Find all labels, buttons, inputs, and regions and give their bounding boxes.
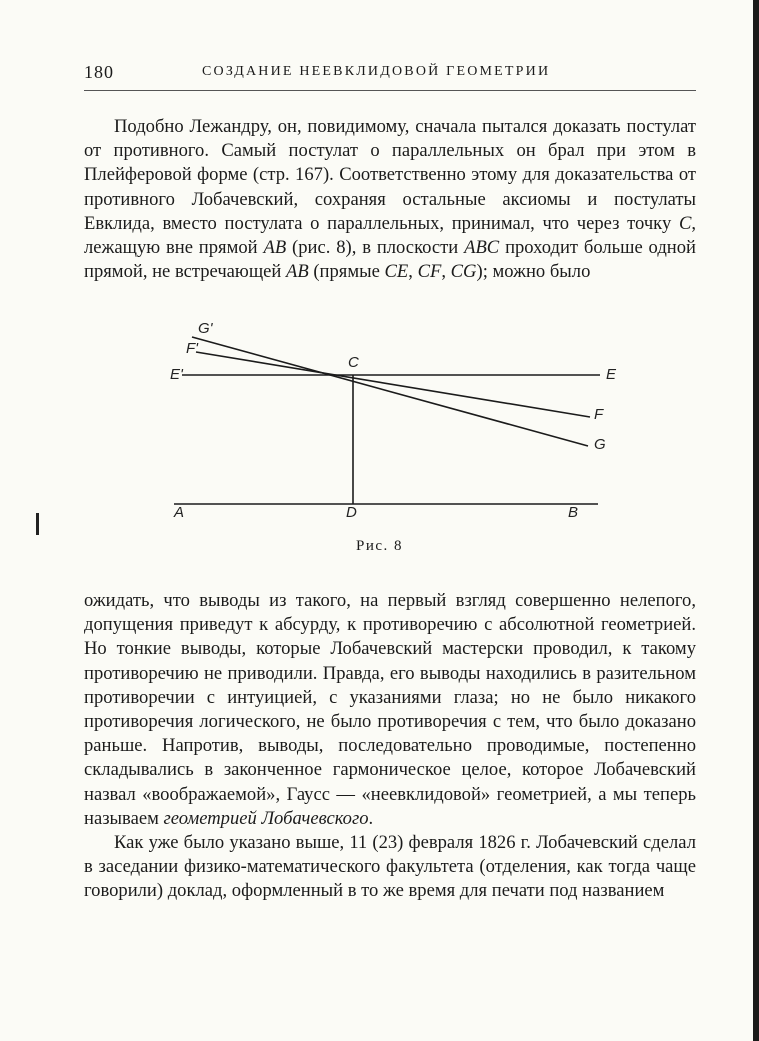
label-f: F xyxy=(594,406,604,423)
figure-diagram xyxy=(160,322,630,522)
line-f-prime-f xyxy=(196,352,590,417)
separator-1: , xyxy=(408,261,418,283)
paragraph-1-text-f: ); можно было xyxy=(476,261,591,283)
margin-mark xyxy=(36,513,39,535)
plane-abc-ref: ABC xyxy=(464,237,500,259)
point-c-ref: C xyxy=(678,212,692,234)
paragraph-3: Как уже было указано выше, 11 (23) февраля 1826 г. Лобачевский сделал в заседании физико-математического факультета (отделения, как тогда чаще говорили) доклад, оформленный в то же время для печати под названием xyxy=(84,832,696,902)
paragraph-1-text-b: , лежащую вне прямой xyxy=(84,212,696,259)
separator-2: , xyxy=(441,261,451,283)
lobachevsky-geometry-term: геометрией Лобачевского xyxy=(163,807,369,829)
line-ab-ref-2: AB xyxy=(286,261,309,283)
page-number: 180 xyxy=(84,62,114,82)
header-rule xyxy=(84,90,696,91)
running-title: СОЗДАНИЕ НЕЕВКЛИДОВОЙ ГЕОМЕТРИИ xyxy=(202,64,551,79)
page-header xyxy=(84,60,696,84)
label-b: B xyxy=(568,504,579,521)
figure-caption: Рис. 8 xyxy=(355,538,404,554)
paragraph-2-end: . xyxy=(368,807,374,829)
paragraph-1-text-c: (рис. 8), в плоскости xyxy=(286,237,465,259)
paragraph-1-text-a: Подобно Лежандру, он, повидимому, сначала пытался доказать постулат от противного. Самый постулат о параллельных он брал при этом в Плейферовой форме (стр. 167). Соответственно этому для доказательства от противного Лобачевский, сохраняя остальные аксиомы и постулаты Евклида, вместо постулата о параллельных, принимал, что через точку xyxy=(84,116,696,234)
label-c: C xyxy=(348,354,359,371)
line-g-prime-g xyxy=(192,337,588,446)
paragraph-1 xyxy=(84,115,696,284)
label-d: D xyxy=(346,504,357,521)
line-cg-ref: CG xyxy=(450,261,477,283)
paragraph-2-text: ожидать, что выводы из такого, на первый взгляд совершенно нелепого, допущения приведут к абсурду, к противоречию с абсолютной геометрией. Но тонкие выводы, которые Лобачевский мастерски проводил, к такому противоречию не приводили. Правда, его выводы находились в разительном противоречии с интуицией, с указаниями глаза; но не было никакого противоречия логического, не было противоречия с тем, что было доказано раньше. Напротив, выводы, последовательно проводимые, постепенно складывались в законченное гармоническое целое, которое Лобачевский назвал «воображаемой», Гаусс — «неевклидовой» геометрией, а мы теперь называем xyxy=(84,590,696,829)
label-f-prime: F' xyxy=(186,340,199,357)
line-ce-ref: CE xyxy=(384,261,409,283)
page-edge xyxy=(753,0,759,1041)
paragraph-2-and-3 xyxy=(84,589,696,904)
figure-8 xyxy=(160,322,630,522)
label-a: A xyxy=(174,504,185,521)
label-g-prime: G' xyxy=(198,320,213,337)
paragraph-1-text-e: (прямые xyxy=(308,261,385,283)
label-g: G xyxy=(594,436,606,453)
line-ab-ref-1: AB xyxy=(263,237,287,259)
paragraph-1-text-d: проходит больше одной прямой, не встречающей xyxy=(84,237,696,283)
line-cf-ref: CF xyxy=(417,261,442,283)
label-e: E xyxy=(606,366,617,383)
label-e-prime: E' xyxy=(170,366,183,383)
